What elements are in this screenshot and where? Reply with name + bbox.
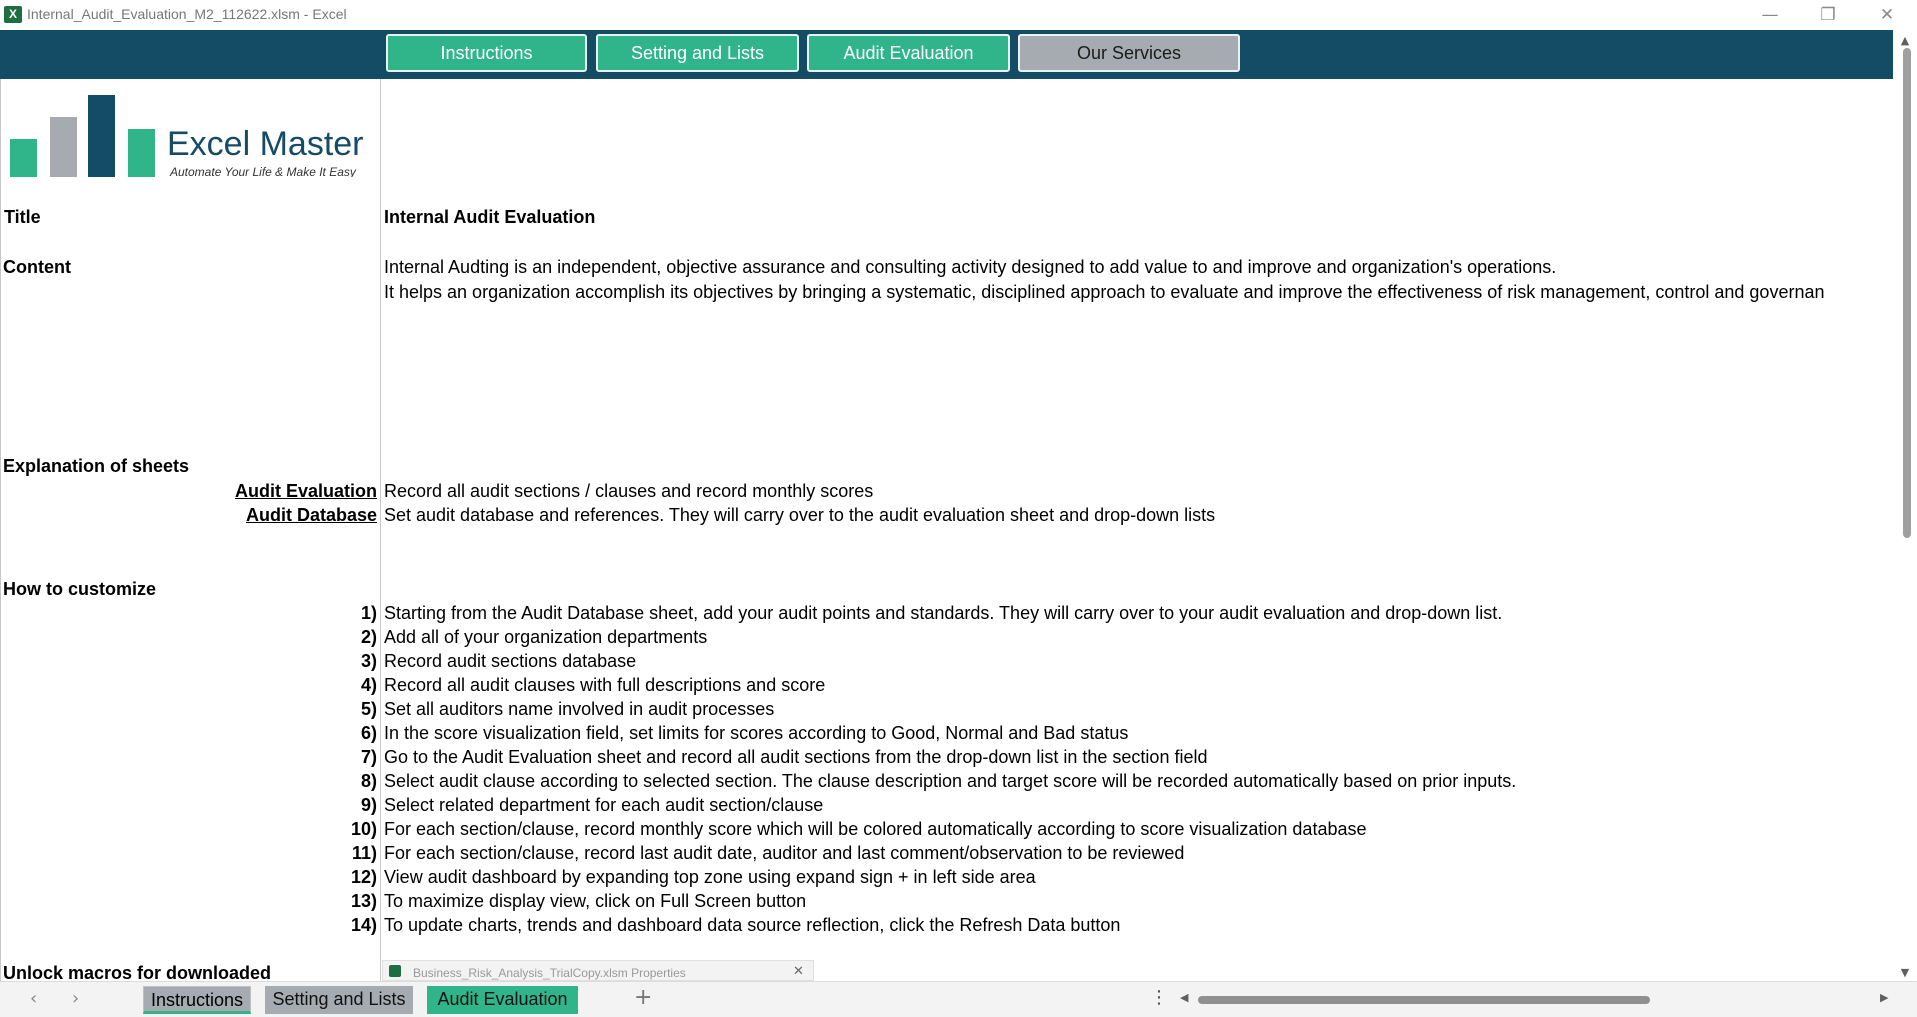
step-number: 7) <box>360 747 377 767</box>
logo-bar-4 <box>128 129 155 177</box>
scroll-up-icon[interactable]: ▲ <box>1900 34 1910 47</box>
step-number: 3) <box>360 651 377 671</box>
minimize-button[interactable]: — <box>1761 5 1779 25</box>
more-options-icon[interactable]: ⋮ <box>1150 987 1168 1008</box>
worksheet[interactable] <box>0 79 1893 981</box>
sheet-tab-bar <box>0 981 1917 1017</box>
step-text: Add all of your organization departments <box>384 627 708 647</box>
tab-instructions[interactable]: Instructions <box>143 986 251 1014</box>
title-bar <box>0 0 1917 30</box>
close-button[interactable]: ✕ <box>1879 5 1895 25</box>
step-text: Select audit clause according to selected section. The clause description and target score will be recorded automatically based on prior inputs. <box>384 771 1517 791</box>
step-text: Starting from the Audit Database sheet, add your audit points and standards. They will carry over to your audit evaluation and drop-down list. <box>384 603 1503 623</box>
step-number: 11) <box>351 843 377 863</box>
step-text: View audit dashboard by expanding top zone using expand sign + in left side area <box>384 867 1036 887</box>
scroll-right-icon[interactable]: ▶ <box>1880 991 1889 1004</box>
excel-app-icon: X <box>4 6 22 23</box>
tab-audit-evaluation[interactable]: Audit Evaluation <box>427 986 578 1014</box>
step-number: 14) <box>350 915 377 935</box>
nav-setting-lists-button[interactable]: Setting and Lists <box>596 34 799 72</box>
audit-evaluation-desc: Record all audit sections / clauses and record monthly scores <box>384 481 874 501</box>
logo-bar-2 <box>50 117 77 177</box>
step-text: Record all audit clauses with full descriptions and score <box>384 675 826 695</box>
column-border <box>380 79 381 981</box>
step-text: Set all auditors name involved in audit processes <box>384 699 775 719</box>
add-sheet-icon[interactable]: + <box>634 985 653 1010</box>
step-text: In the score visualization field, set limits for scores according to Good, Normal and Bad status <box>384 723 1129 743</box>
logo-tagline: Automate Your Life & Make It Easy <box>170 165 356 177</box>
step-text: Select related department for each audit section/clause <box>384 795 824 815</box>
step-number: 9) <box>360 795 377 815</box>
title-label: Title <box>4 207 41 227</box>
audit-database-desc: Set audit database and references. They will carry over to the audit evaluation sheet and drop-down lists <box>384 505 1216 525</box>
tab-prev-icon[interactable]: ‹ <box>30 988 38 1009</box>
step-number: 12) <box>350 867 377 887</box>
step-text: Go to the Audit Evaluation sheet and record all audit sections from the drop-down list in the section field <box>384 747 1208 767</box>
vertical-scroll-thumb[interactable] <box>1903 48 1911 538</box>
popup-title: Business_Risk_Analysis_TrialCopy.xlsm Properties <box>413 966 686 980</box>
audit-evaluation-link[interactable]: Audit Evaluation <box>234 481 377 501</box>
scroll-down-icon[interactable]: ▼ <box>1900 966 1910 979</box>
window-title: Internal_Audit_Evaluation_M2_112622.xlsm - Excel <box>27 6 347 22</box>
sheet-left-edge <box>0 79 1 981</box>
logo-bar-3 <box>88 95 115 177</box>
step-number: 4) <box>360 675 377 695</box>
step-number: 6) <box>360 723 377 743</box>
content-line-2: It helps an organization accomplish its objectives by bringing a systematic, disciplined approach to evaluate and improve the effectiveness of risk management, control and governan <box>384 282 1825 302</box>
horizontal-scroll-thumb[interactable] <box>1198 996 1650 1004</box>
logo-brand: Excel Master <box>167 125 364 163</box>
excel-master-logo <box>10 87 370 177</box>
scroll-left-icon[interactable]: ◀ <box>1180 991 1189 1004</box>
properties-popup[interactable] <box>382 960 814 981</box>
customize-label: How to customize <box>3 579 157 599</box>
step-number: 8) <box>360 771 377 791</box>
title-value: Internal Audit Evaluation <box>384 207 596 227</box>
step-text: For each section/clause, record last audit date, auditor and last comment/observation to be reviewed <box>384 843 1185 863</box>
step-number: 13) <box>350 891 377 911</box>
tab-setting-and-lists[interactable]: Setting and Lists <box>265 986 413 1014</box>
step-number: 10) <box>350 819 377 839</box>
unlock-label: Unlock macros for downloaded <box>3 963 272 981</box>
step-number: 2) <box>360 627 377 647</box>
restore-button[interactable]: ❐ <box>1820 5 1836 25</box>
content-line-1: Internal Audting is an independent, objective assurance and consulting activity designed to add value to and improve and organization's operations. <box>384 257 1557 277</box>
close-icon[interactable]: ✕ <box>793 964 804 979</box>
excel-file-icon <box>389 965 401 977</box>
nav-our-services-button[interactable]: Our Services <box>1018 34 1240 72</box>
nav-instructions-button[interactable]: Instructions <box>386 34 587 72</box>
step-number: 1) <box>360 603 377 623</box>
step-text: For each section/clause, record monthly score which will be colored automatically according to score visualization database <box>384 819 1367 839</box>
tab-next-icon[interactable]: › <box>72 988 80 1009</box>
step-number: 5) <box>360 699 377 719</box>
content-label: Content <box>3 257 71 277</box>
step-text: Record audit sections database <box>384 651 637 671</box>
audit-database-link[interactable]: Audit Database <box>245 505 377 525</box>
nav-band <box>0 30 1893 79</box>
explanation-label: Explanation of sheets <box>3 456 190 476</box>
step-text: To maximize display view, click on Full Screen button <box>384 891 807 911</box>
logo-bar-1 <box>10 139 37 177</box>
step-text: To update charts, trends and dashboard data source reflection, click the Refresh Data button <box>384 915 1121 935</box>
nav-audit-evaluation-button[interactable]: Audit Evaluation <box>807 34 1010 72</box>
